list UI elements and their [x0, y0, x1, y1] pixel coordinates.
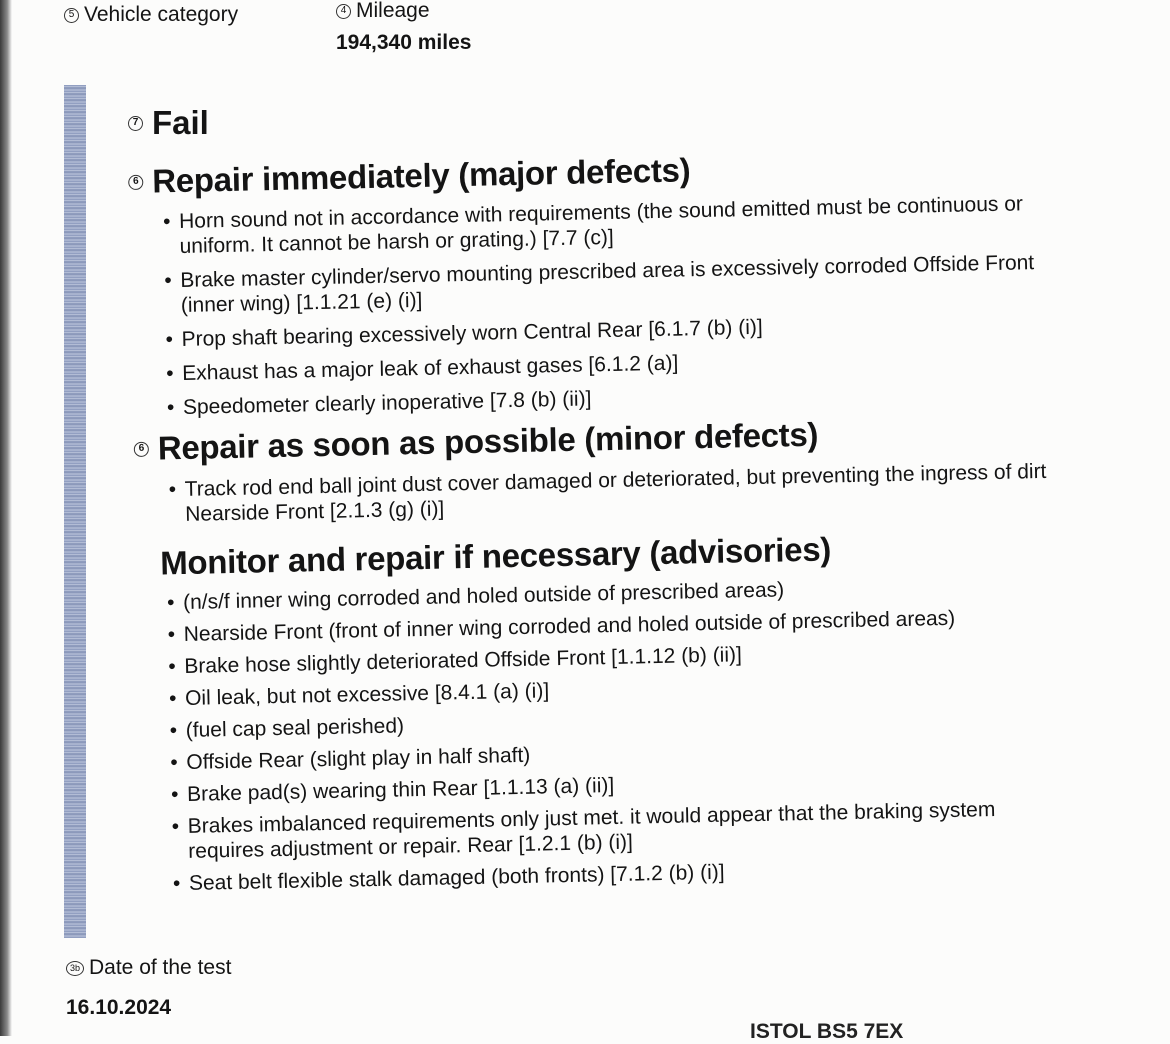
defect-item	[168, 678, 550, 711]
bullet: •	[166, 396, 175, 420]
defect-item	[166, 351, 679, 386]
minor-defects-title: Repair as soon as possible (minor defects)	[157, 415, 819, 467]
defect-item-text: Brake master cylinder/servo mounting prescribed area is excessively corroded Offside Front	[180, 251, 1035, 292]
mileage-text: Mileage	[356, 0, 430, 22]
defect-item-text: uniform. It cannot be harsh or grating.) [7.7 (c)]	[179, 225, 614, 258]
bullet: •	[172, 872, 181, 896]
bullet: •	[164, 269, 172, 293]
advisories-title: Monitor and repair if necessary (advisories)	[159, 530, 832, 582]
bullet: •	[169, 719, 178, 743]
defect-item-text: Brake pad(s) wearing thin Rear [1.1.13 (a) (ii)]	[186, 773, 615, 806]
bullet: •	[166, 591, 175, 615]
field-number-badge: 4	[336, 4, 351, 19]
defect-item-text: Brake hose slightly deteriorated Offside Front [1.1.12 (b) (ii)]	[184, 643, 743, 678]
bullet: •	[162, 210, 171, 234]
defect-item-text: Brakes imbalanced requirements only just met. it would appear that the braking system	[187, 798, 996, 838]
defect-item-text: Nearside Front [2.1.3 (g) (i)]	[184, 497, 445, 526]
defect-item	[168, 642, 743, 679]
footer-address-fragment: ISTOL BS5 7EX	[750, 1020, 904, 1043]
defect-item-text: Seat belt flexible stalk damaged (both fronts) [7.1.2 (b) (i)]	[188, 860, 725, 895]
defect-item-text: (inner wing) [1.1.21 (e) (i)]	[180, 288, 423, 317]
bullet: •	[166, 362, 174, 386]
defect-item	[172, 860, 725, 896]
bullet: •	[170, 783, 179, 807]
defect-item	[164, 250, 1035, 318]
result-text: Fail	[152, 104, 209, 141]
field-number-badge: 7	[128, 116, 143, 131]
defect-item-text: Track rod end ball joint dust cover damaged or deteriorated, but preventing the ingress of dirt	[184, 459, 1047, 501]
test-date-text: Date of the test	[89, 956, 232, 979]
advisories-heading	[160, 530, 832, 582]
defect-item	[171, 797, 996, 864]
test-date-label	[66, 956, 231, 980]
vehicle-category-text: Vehicle category	[84, 3, 239, 26]
defect-item-text: Prop shaft bearing excessively worn Central Rear [6.1.7 (b) (i)]	[181, 315, 763, 351]
defect-item	[165, 315, 763, 352]
defect-item-text: Nearside Front (front of inner wing corroded and holed outside of prescribed areas)	[183, 606, 956, 646]
bullet: •	[165, 328, 174, 352]
defect-item-text: Speedometer clearly inoperative [7.8 (b) (ii)]	[182, 387, 592, 419]
bullet: •	[171, 815, 180, 839]
defect-item	[162, 191, 1024, 259]
field-number-badge: 6	[128, 174, 143, 189]
bullet: •	[167, 623, 176, 647]
bullet: •	[168, 655, 177, 679]
defect-item	[169, 713, 405, 743]
field-number-badge: 3b	[66, 961, 84, 976]
test-date-value: 16.10.2024	[66, 996, 172, 1019]
bullet: •	[170, 751, 179, 775]
field-number-badge: 5	[64, 8, 79, 23]
defect-item	[170, 743, 531, 775]
bullet: •	[168, 478, 177, 502]
defect-item	[168, 459, 1047, 527]
bullet: •	[168, 687, 177, 711]
defect-item-text: Exhaust has a major leak of exhaust gases [6.1.2 (a)]	[182, 351, 679, 385]
mileage-value: 194,340 miles	[336, 31, 472, 54]
defect-item-text: (fuel cap seal perished)	[185, 714, 405, 742]
defect-item	[170, 773, 615, 807]
defect-item-text: (n/s/f inner wing corroded and holed outside of prescribed areas)	[182, 578, 785, 614]
defect-item	[166, 577, 785, 615]
major-defects-title: Repair immediately (major defects)	[151, 151, 691, 200]
field-number-badge: 6	[134, 441, 149, 456]
minor-defects-heading	[133, 416, 818, 468]
defect-item-text: Oil leak, but not excessive [8.4.1 (a) (i)]	[184, 679, 550, 710]
defect-item	[166, 386, 592, 420]
defect-item-text: Horn sound not in accordance with requirements (the sound emitted must be continuous or	[178, 192, 1024, 233]
major-defects-heading	[128, 151, 691, 201]
defect-item-text: requires adjustment or repair. Rear [1.2.1 (b) (i)]	[188, 830, 634, 863]
defect-item-text: Offside Rear (slight play in half shaft)	[186, 743, 531, 774]
